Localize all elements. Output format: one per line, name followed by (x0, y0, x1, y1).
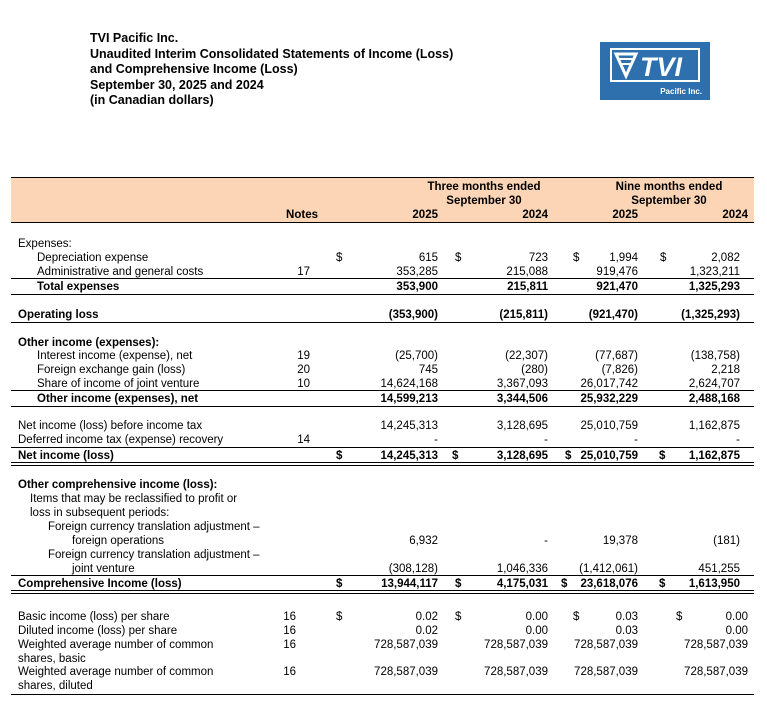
three-months-sep30: September 30 (446, 195, 522, 207)
divider (11, 390, 754, 391)
divider (11, 322, 754, 323)
currency-symbol: $ (573, 252, 580, 264)
divider (11, 406, 754, 407)
currency-symbol: $ (452, 450, 459, 462)
company-name: TVI Pacific Inc. (90, 31, 179, 45)
logo-subtitle: Pacific Inc. (660, 87, 702, 96)
statement-header (90, 31, 453, 109)
statement-title-1: Unaudited Interim Consolidated Statements of Income (Loss) (90, 46, 454, 61)
currency-symbol: $ (336, 252, 343, 264)
oci-heading: Other comprehensive income (loss): (18, 479, 218, 491)
currency-symbol: $ (336, 450, 343, 462)
notes-header: Notes (286, 209, 318, 221)
currency-symbol: $ (561, 578, 568, 590)
svg-text:TVI: TVI (640, 52, 683, 82)
currency-symbol: $ (659, 578, 666, 590)
statement-title-2: and Comprehensive Income (Loss) (90, 62, 298, 76)
currency-symbol: $ (455, 578, 462, 590)
expenses-heading: Expenses: (18, 238, 72, 250)
currency-symbol: $ (455, 252, 462, 264)
currency-symbol: $ (336, 578, 343, 590)
currency-symbol: $ (455, 611, 462, 623)
currency-symbol: $ (336, 611, 343, 623)
divider (11, 694, 754, 695)
divider (11, 575, 754, 576)
divider (11, 278, 754, 279)
double-divider (11, 590, 754, 594)
nine-months-sep30: September 30 (631, 195, 707, 207)
currency-symbol: $ (676, 611, 683, 623)
divider (11, 294, 754, 295)
double-divider (11, 462, 754, 466)
currency-symbol: $ (565, 450, 572, 462)
tvi-logo-mark-icon (610, 48, 700, 82)
three-months-header: Three months ended (427, 181, 541, 193)
currency-symbol: $ (660, 252, 667, 264)
col-3m-2024: 2024 (522, 209, 548, 221)
statement-period: September 30, 2025 and 2024 (90, 77, 264, 92)
col-9m-2025: 2025 (612, 209, 638, 221)
currency-symbol: $ (659, 450, 666, 462)
col-3m-2025: 2025 (412, 209, 438, 221)
col-9m-2024: 2024 (722, 209, 748, 221)
other-income-heading: Other income (expenses): (18, 337, 160, 349)
statement-currency: (in Canadian dollars) (90, 93, 214, 107)
nine-months-header: Nine months ended (615, 181, 723, 193)
company-logo (600, 42, 710, 100)
divider (11, 447, 754, 448)
currency-symbol: $ (573, 611, 580, 623)
